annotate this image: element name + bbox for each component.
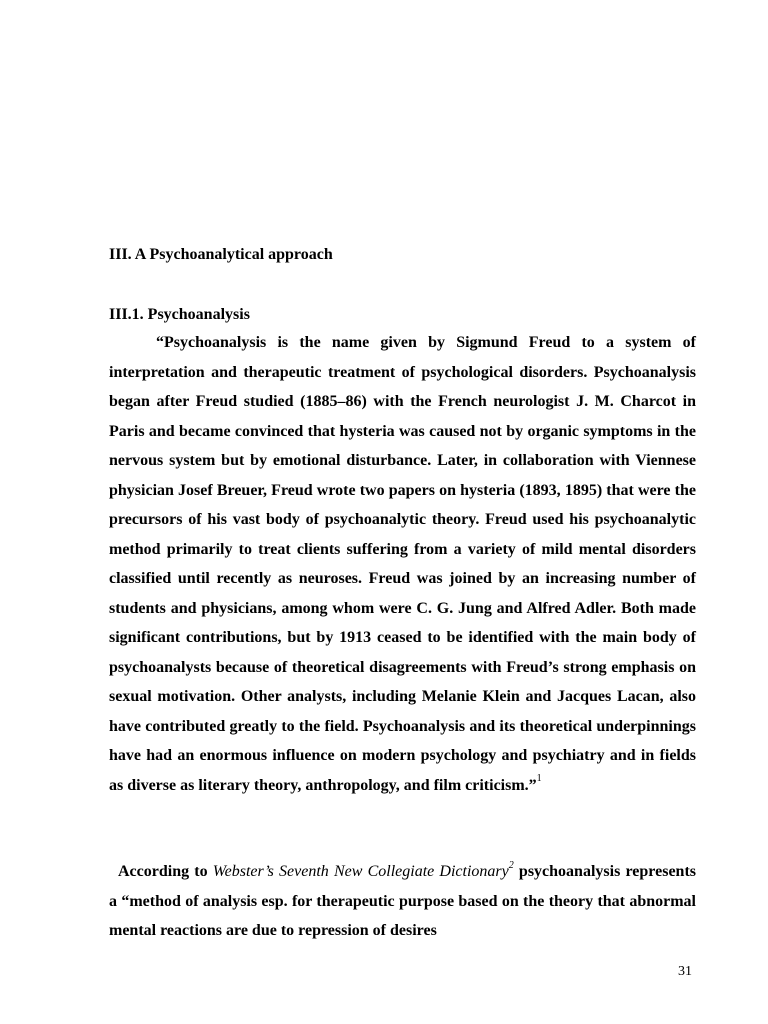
paragraph-intro: According to: [118, 863, 213, 880]
paragraph-definition: [109, 857, 696, 946]
dictionary-title: Webster’s Seventh New Collegiate Dictionary: [212, 863, 509, 880]
subsection-heading: III.1. Psychoanalysis: [109, 306, 250, 323]
page-number: 31: [678, 964, 692, 979]
paragraph-quote: [109, 328, 696, 800]
footnote-reference: 1: [536, 773, 542, 785]
section-heading: III. A Psychoanalytical approach: [109, 246, 333, 263]
paragraph-text: psychoanalysis represents a “method of analysis esp. for therapeutic purpose based on the theory that abnormal mental reactions are due to repression of desires: [109, 863, 696, 939]
footnote-reference: 2: [508, 859, 514, 871]
quote-text: “Psychoanalysis is the name given by Sigmund Freud to a system of interpretation and therapeutic treatment of psychological disorders. Psychoanalysis began after Freud studied (1885–86) with the French neurologist J. M. Charcot in Paris and became convinced that hysteria was caused not by organic symptoms in the nervous system but by emotional disturbance. Later, in collaboration with Viennese physician Josef Breuer, Freud wrote two papers on hysteria (1893, 1895) that were the precursors of his vast body of psychoanalytic theory. Freud used his psychoanalytic method primarily to treat clients suffering from a variety of mild mental disorders classified until recently as neuroses. Freud was joined by an increasing number of students and physicians, among whom were C. G. Jung and Alfred Adler. Both made significant contributions, but by 1913 ceased to be identified with the main body of psychoanalysts because of theoretical disagreements with Freud’s strong emphasis on sexual motivation. Other analysts, including Melanie Klein and Jacques Lacan, also have contributed greatly to the field. Psychoanalysis and its theoretical underpinnings have had an enormous influence on modern psychology and psychiatry and in fields as diverse as literary theory, anthropology, and film criticism.”: [109, 334, 696, 794]
